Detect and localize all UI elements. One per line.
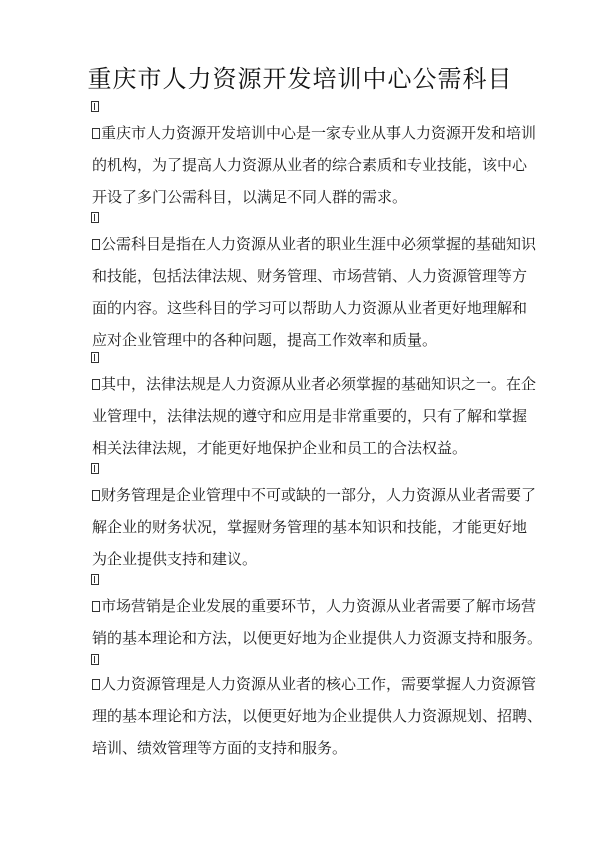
paragraph-1 [92,117,537,213]
paragraph-5 [92,590,543,654]
paragraph-2 [92,228,537,356]
placeholder-glyph-icon [92,679,100,690]
placeholder-glyph-icon [91,101,99,112]
placeholder-glyph-icon [91,574,99,585]
paragraph-line: 和技能，包括法律法规、财务管理、市场营销、人力资源管理等方 [92,267,528,285]
paragraph-line: 人力资源管理是人力资源从业者的核心工作，需要掌握人力资源管 [101,675,537,693]
paragraph-line: 公需科目是指在人力资源从业者的职业生涯中必须掌握的基础知识 [101,235,537,253]
paragraph-line: 重庆市人力资源开发培训中心是一家专业从事人力资源开发和培训 [101,124,537,142]
paragraph-line: 开设了多门公需科目，以满足不同人群的需求。 [92,188,408,206]
paragraph-line: 为企业提供支持和建议。 [92,550,258,568]
paragraph-line: 销的基本理论和方法，以便更好地为企业提供人力资源支持和服务。 [92,629,543,647]
paragraph-line: 理的基本理论和方法，以便更好地为企业提供人力资源规划、招聘、 [92,707,543,725]
placeholder-glyph-icon [91,212,99,223]
paragraph-line: 的机构，为了提高人力资源从业者的综合素质和专业技能，该中心 [92,156,528,174]
placeholder-glyph-icon [92,490,100,501]
placeholder-glyph-icon [91,654,99,665]
placeholder-glyph-icon [92,128,100,139]
paragraph-line: 相关法律法规，才能更好地保护企业和员工的合法权益。 [92,439,468,457]
placeholder-glyph-icon [91,463,99,474]
paragraph-line: 财务管理是企业管理中不可或缺的一部分，人力资源从业者需要了 [101,486,537,504]
paragraph-line: 培训、绩效管理等方面的支持和服务。 [92,739,348,757]
document-title: 重庆市人力资源开发培训中心公需科目 [87,65,513,93]
placeholder-glyph-icon [92,239,100,250]
paragraph-3 [92,368,537,464]
paragraph-6 [92,668,543,764]
placeholder-glyph-icon [92,601,100,612]
placeholder-glyph-icon [91,352,99,363]
placeholder-glyph-icon [92,379,100,390]
paragraph-4 [92,479,537,575]
paragraph-line: 应对企业管理中的各种问题，提高工作效率和质量。 [92,331,438,349]
paragraph-line: 面的内容。这些科目的学习可以帮助人力资源从业者更好地理解和 [92,299,528,317]
paragraph-line: 市场营销是企业发展的重要环节，人力资源从业者需要了解市场营 [101,597,537,615]
paragraph-line: 解企业的财务状况，掌握财务管理的基本知识和技能，才能更好地 [92,518,528,536]
paragraph-line: 其中，法律法规是人力资源从业者必须掌握的基础知识之一。在企 [101,375,537,393]
paragraph-line: 业管理中，法律法规的遵守和应用是非常重要的，只有了解和掌握 [92,407,528,425]
